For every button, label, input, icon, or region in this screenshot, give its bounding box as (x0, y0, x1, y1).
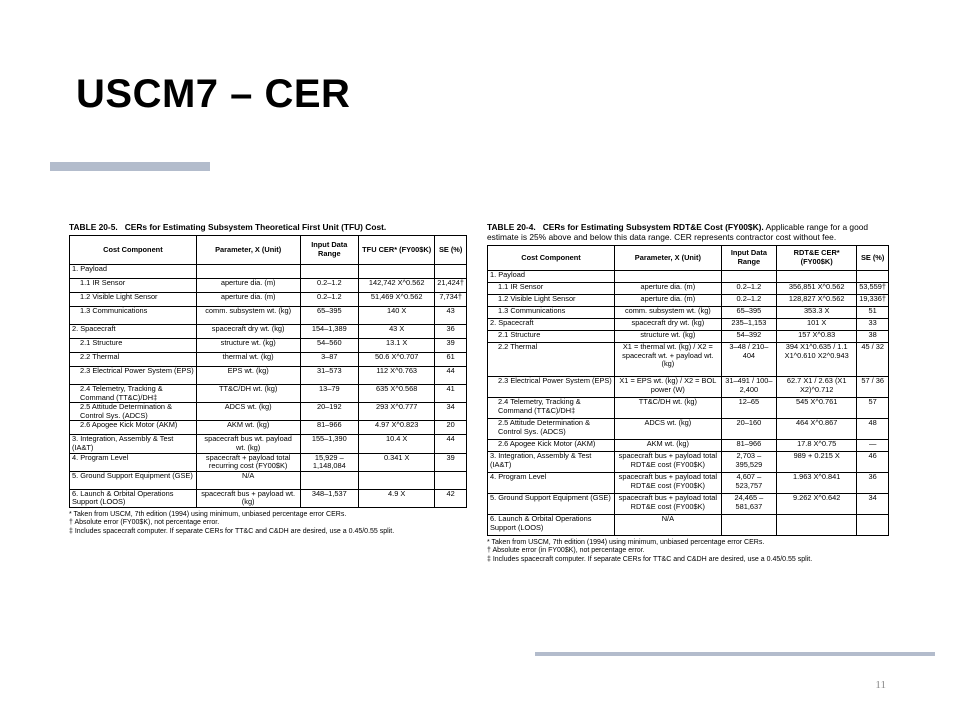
table-cell: 31–573 (300, 367, 359, 385)
table-row (488, 271, 889, 283)
table-cell: 2.1 Structure (70, 339, 197, 353)
table-cell: EPS wt. (kg) (196, 367, 300, 385)
table-cell: aperture dia. (m) (196, 293, 300, 307)
table-cell: spacecraft bus + payload total RDT&E cost (FY00$K) (615, 452, 722, 473)
table-cell: spacecraft dry wt. (kg) (196, 325, 300, 339)
table-cell (435, 265, 467, 279)
table-cell: 24,465 – 581,637 (721, 494, 776, 515)
table-cell: 54–392 (721, 331, 776, 343)
table-cell: 1.1 IR Sensor (488, 283, 615, 295)
table-row (488, 398, 889, 419)
table-cell: 51 (857, 307, 889, 319)
table-cell: 57 (857, 398, 889, 419)
table-cell: 9.262 X^0.642 (777, 494, 857, 515)
table-cell: 1.3 Communications (70, 307, 197, 325)
table-cell: 13–79 (300, 385, 359, 403)
table-cell: 43 X (359, 325, 435, 339)
table-cell: 101 X (777, 319, 857, 331)
table-cell: 353.3 X (777, 307, 857, 319)
table-cell: 46 (857, 452, 889, 473)
table-cell: 43 (435, 307, 467, 325)
table-cell: N/A (196, 471, 300, 489)
page-number: 11 (875, 679, 886, 691)
footnote: ‡ Includes spacecraft computer. If separate CERs for TT&C and C&DH are desired, use a 0.45/0.55 split. (69, 527, 395, 535)
table-cell: 3–48 / 210–404 (721, 343, 776, 377)
table-cell: 34 (857, 494, 889, 515)
table-cell (721, 271, 776, 283)
table-cell: 39 (435, 453, 467, 471)
table-row (70, 435, 467, 453)
table-row (488, 377, 889, 398)
table-cell: 356,851 X^0.562 (777, 283, 857, 295)
table-cell: 15,929 – 1,148,084 (300, 453, 359, 471)
table-cell: 348–1,537 (300, 489, 359, 507)
table-row (488, 473, 889, 494)
table-cell: 7,734† (435, 293, 467, 307)
table-cell: spacecraft bus + payload total RDT&E cost (FY00$K) (615, 473, 722, 494)
slide-title: USCM7 – CER (76, 72, 351, 116)
table-cell: AKM wt. (kg) (615, 440, 722, 452)
table-cell: 4.97 X^0.823 (359, 421, 435, 435)
footnote: † Absolute error (FY00$K), not percentage error. (69, 519, 220, 527)
table-cell: 34 (435, 403, 467, 421)
table-cell: structure wt. (kg) (196, 339, 300, 353)
table-cell: 5. Ground Support Equipment (GSE) (70, 471, 197, 489)
column-header: Cost Component (488, 246, 615, 271)
rdte-cer-table-panel (487, 222, 889, 564)
table-row (70, 489, 467, 507)
rdte-table-number: TABLE 20-4. (487, 222, 536, 232)
table-cell: 293 X^0.777 (359, 403, 435, 421)
table-cell: 17.8 X^0.75 (777, 440, 857, 452)
rdte-table-description: Applicable range for a good estimate is 25% above and below this data range. CER represents contractor cost without fee. (487, 222, 869, 242)
table-cell: spacecraft bus wt. payload wt. (kg) (196, 435, 300, 453)
table-cell: 12–65 (721, 398, 776, 419)
column-header: Input Data Range (721, 246, 776, 271)
table-cell: 6. Launch & Orbital Operations Support (LOOS) (70, 489, 197, 507)
table-cell (777, 515, 857, 536)
column-header: TFU CER* (FY00$K) (359, 236, 435, 265)
table-cell: 4,607 – 523,757 (721, 473, 776, 494)
rdte-table-footnotes (487, 539, 889, 564)
table-cell: 19,336† (857, 295, 889, 307)
table-cell: 31–491 / 100–2,400 (721, 377, 776, 398)
table-cell: 3. Integration, Assembly & Test (IA&T) (488, 452, 615, 473)
table-row (488, 440, 889, 452)
table-cell: 3–87 (300, 353, 359, 367)
rdte-table-caption (487, 222, 889, 242)
table-cell: 2. Spacecraft (70, 325, 197, 339)
table-cell: 41 (435, 385, 467, 403)
table-cell: 6. Launch & Orbital Operations Support (LOOS) (488, 515, 615, 536)
table-cell: aperture dia. (m) (615, 295, 722, 307)
table-cell: 0.341 X (359, 453, 435, 471)
table-cell: 1.2 Visible Light Sensor (70, 293, 197, 307)
table-cell: spacecraft dry wt. (kg) (615, 319, 722, 331)
table-cell: 57 / 36 (857, 377, 889, 398)
column-header: Parameter, X (Unit) (196, 236, 300, 265)
table-row (70, 293, 467, 307)
tfu-cer-table (69, 235, 467, 508)
table-cell: 3. Integration, Assembly & Test (IA&T) (70, 435, 197, 453)
table-cell: 635 X^0.568 (359, 385, 435, 403)
table-row (488, 515, 889, 536)
table-row (488, 452, 889, 473)
table-cell: 2.2 Thermal (488, 343, 615, 377)
table-row (70, 265, 467, 279)
table-cell: 2.6 Apogee Kick Motor (AKM) (70, 421, 197, 435)
table-cell: 235–1,153 (721, 319, 776, 331)
table-row (70, 421, 467, 435)
table-cell (196, 265, 300, 279)
table-cell: 4. Program Level (70, 453, 197, 471)
table-cell: 394 X1^0.635 / 1.1 X1^0.610 X2^0.943 (777, 343, 857, 377)
table-cell: 157 X^0.83 (777, 331, 857, 343)
table-cell: 38 (857, 331, 889, 343)
table-cell: 112 X^0.763 (359, 367, 435, 385)
column-header: Input Data Range (300, 236, 359, 265)
table-cell: 2.3 Electrical Power System (EPS) (488, 377, 615, 398)
table-cell: 0.2–1.2 (300, 279, 359, 293)
table-cell: AKM wt. (kg) (196, 421, 300, 435)
table-cell: 44 (435, 435, 467, 453)
table-cell: 2,703 – 395,529 (721, 452, 776, 473)
table-cell: 65–395 (721, 307, 776, 319)
table-cell (857, 271, 889, 283)
tfu-table-title: CERs for Estimating Subsystem Theoretical First Unit (TFU) Cost. (124, 222, 387, 232)
table-cell: 1.2 Visible Light Sensor (488, 295, 615, 307)
table-row (488, 307, 889, 319)
table-cell: N/A (615, 515, 722, 536)
table-cell: 989 + 0.215 X (777, 452, 857, 473)
footnote: † Absolute error (in FY00$K), not percentage error. (487, 547, 645, 555)
footnote: ‡ Includes spacecraft computer. If separate CERs for TT&C and C&DH are desired, use a 0.45/0.55 split. (487, 555, 813, 563)
table-cell: 20–160 (721, 419, 776, 440)
table-row (70, 403, 467, 421)
table-cell: — (857, 440, 889, 452)
table-cell (300, 471, 359, 489)
table-row (488, 331, 889, 343)
table-cell (777, 271, 857, 283)
table-cell: X1 = thermal wt. (kg) / X2 = spacecraft wt. + payload wt. (kg) (615, 343, 722, 377)
table-cell (359, 265, 435, 279)
table-cell: 2.4 Telemetry, Tracking & Command (TT&C)/DH‡ (488, 398, 615, 419)
table-cell (435, 471, 467, 489)
table-cell: 61 (435, 353, 467, 367)
table-cell: 53,559† (857, 283, 889, 295)
table-cell: 2. Spacecraft (488, 319, 615, 331)
table-cell: 50.6 X^0.707 (359, 353, 435, 367)
table-cell: structure wt. (kg) (615, 331, 722, 343)
table-cell: spacecraft bus + payload wt. (kg) (196, 489, 300, 507)
table-cell: 1.963 X^0.841 (777, 473, 857, 494)
table-cell (857, 515, 889, 536)
table-row (70, 307, 467, 325)
table-cell: 2.4 Telemetry, Tracking & Command (TT&C)/DH‡ (70, 385, 197, 403)
table-cell: 4.9 X (359, 489, 435, 507)
table-row (70, 353, 467, 367)
table-cell: 142,742 X^0.562 (359, 279, 435, 293)
table-cell: 48 (857, 419, 889, 440)
table-cell: 54–560 (300, 339, 359, 353)
table-row (488, 343, 889, 377)
table-cell: TT&C/DH wt. (kg) (196, 385, 300, 403)
table-cell: 2.5 Attitude Determination & Control Sys. (ADCS) (488, 419, 615, 440)
table-cell: 21,424† (435, 279, 467, 293)
table-cell: 2.3 Electrical Power System (EPS) (70, 367, 197, 385)
table-cell: 545 X^0.761 (777, 398, 857, 419)
table-cell: ADCS wt. (kg) (615, 419, 722, 440)
column-header: SE (%) (857, 246, 889, 271)
table-cell: 33 (857, 319, 889, 331)
table-cell: comm. subsystem wt. (kg) (196, 307, 300, 325)
table-row (70, 339, 467, 353)
table-cell: 45 / 32 (857, 343, 889, 377)
table-cell: 1. Payload (70, 265, 197, 279)
table-cell: 0.2–1.2 (721, 295, 776, 307)
table-cell: 155–1,390 (300, 435, 359, 453)
footer-accent-bar (535, 652, 935, 656)
table-cell: 154–1,389 (300, 325, 359, 339)
table-cell: 0.2–1.2 (300, 293, 359, 307)
table-cell: spacecraft + payload total recurring cost (FY00$K) (196, 453, 300, 471)
table-row (70, 471, 467, 489)
table-cell: 65–395 (300, 307, 359, 325)
table-cell: 36 (435, 325, 467, 339)
table-cell: 2.6 Apogee Kick Motor (AKM) (488, 440, 615, 452)
table-cell: 140 X (359, 307, 435, 325)
table-cell: 5. Ground Support Equipment (GSE) (488, 494, 615, 515)
table-cell: 20–192 (300, 403, 359, 421)
title-accent-bar (50, 162, 210, 171)
table-cell: comm. subsystem wt. (kg) (615, 307, 722, 319)
table-cell: 10.4 X (359, 435, 435, 453)
table-row (70, 325, 467, 339)
table-cell (721, 515, 776, 536)
tfu-table-body (70, 265, 467, 508)
table-cell: thermal wt. (kg) (196, 353, 300, 367)
table-cell: 2.2 Thermal (70, 353, 197, 367)
column-header: SE (%) (435, 236, 467, 265)
table-row (70, 453, 467, 471)
table-cell: 39 (435, 339, 467, 353)
table-cell: 44 (435, 367, 467, 385)
table-cell: 1.1 IR Sensor (70, 279, 197, 293)
table-row (488, 319, 889, 331)
table-cell: 128,827 X^0.562 (777, 295, 857, 307)
table-cell (300, 265, 359, 279)
table-row (70, 279, 467, 293)
table-cell: 1. Payload (488, 271, 615, 283)
table-cell: 20 (435, 421, 467, 435)
table-cell: 1.3 Communications (488, 307, 615, 319)
rdte-table-title: CERs for Estimating Subsystem RDT&E Cost (FY00$K). (542, 222, 764, 232)
column-header: Parameter, X (Unit) (615, 246, 722, 271)
footnote: * Taken from USCM, 7th edition (1994) using minimum, unbiased percentage error CERs. (487, 539, 765, 546)
tfu-table-number: TABLE 20-5. (69, 222, 118, 232)
table-cell: 0.2–1.2 (721, 283, 776, 295)
table-cell: ADCS wt. (kg) (196, 403, 300, 421)
table-cell: 2.5 Attitude Determination & Control Sys. (ADCS) (70, 403, 197, 421)
table-cell: 81–966 (300, 421, 359, 435)
table-cell: 2.1 Structure (488, 331, 615, 343)
table-row (70, 367, 467, 385)
tfu-cer-table-panel (69, 222, 467, 536)
table-cell: 62.7 X1 / 2.63 (X1 X2)^0.712 (777, 377, 857, 398)
table-cell: 42 (435, 489, 467, 507)
table-cell: aperture dia. (m) (196, 279, 300, 293)
column-header: Cost Component (70, 236, 197, 265)
table-cell: 51,469 X^0.562 (359, 293, 435, 307)
rdte-cer-table (487, 245, 889, 536)
table-row (488, 295, 889, 307)
table-cell: 4. Program Level (488, 473, 615, 494)
table-cell: 36 (857, 473, 889, 494)
tfu-table-footnotes (69, 511, 467, 536)
table-row (488, 494, 889, 515)
table-cell: 81–966 (721, 440, 776, 452)
table-cell: 464 X^0.867 (777, 419, 857, 440)
table-cell: TT&C/DH wt. (kg) (615, 398, 722, 419)
table-cell: aperture dia. (m) (615, 283, 722, 295)
table-cell: spacecraft bus + payload total RDT&E cost (FY00$K) (615, 494, 722, 515)
table-cell (615, 271, 722, 283)
column-header: RDT&E CER* (FY00$K) (777, 246, 857, 271)
tfu-table-caption (69, 222, 467, 232)
footnote: * Taken from USCM, 7th edition (1994) using minimum, unbiased percentage error CERs. (69, 510, 347, 518)
table-row (488, 283, 889, 295)
table-cell (359, 471, 435, 489)
table-row (488, 419, 889, 440)
table-cell: 13.1 X (359, 339, 435, 353)
rdte-table-body (488, 271, 889, 536)
table-row (70, 385, 467, 403)
table-cell: X1 = EPS wt. (kg) / X2 = BOL power (W) (615, 377, 722, 398)
